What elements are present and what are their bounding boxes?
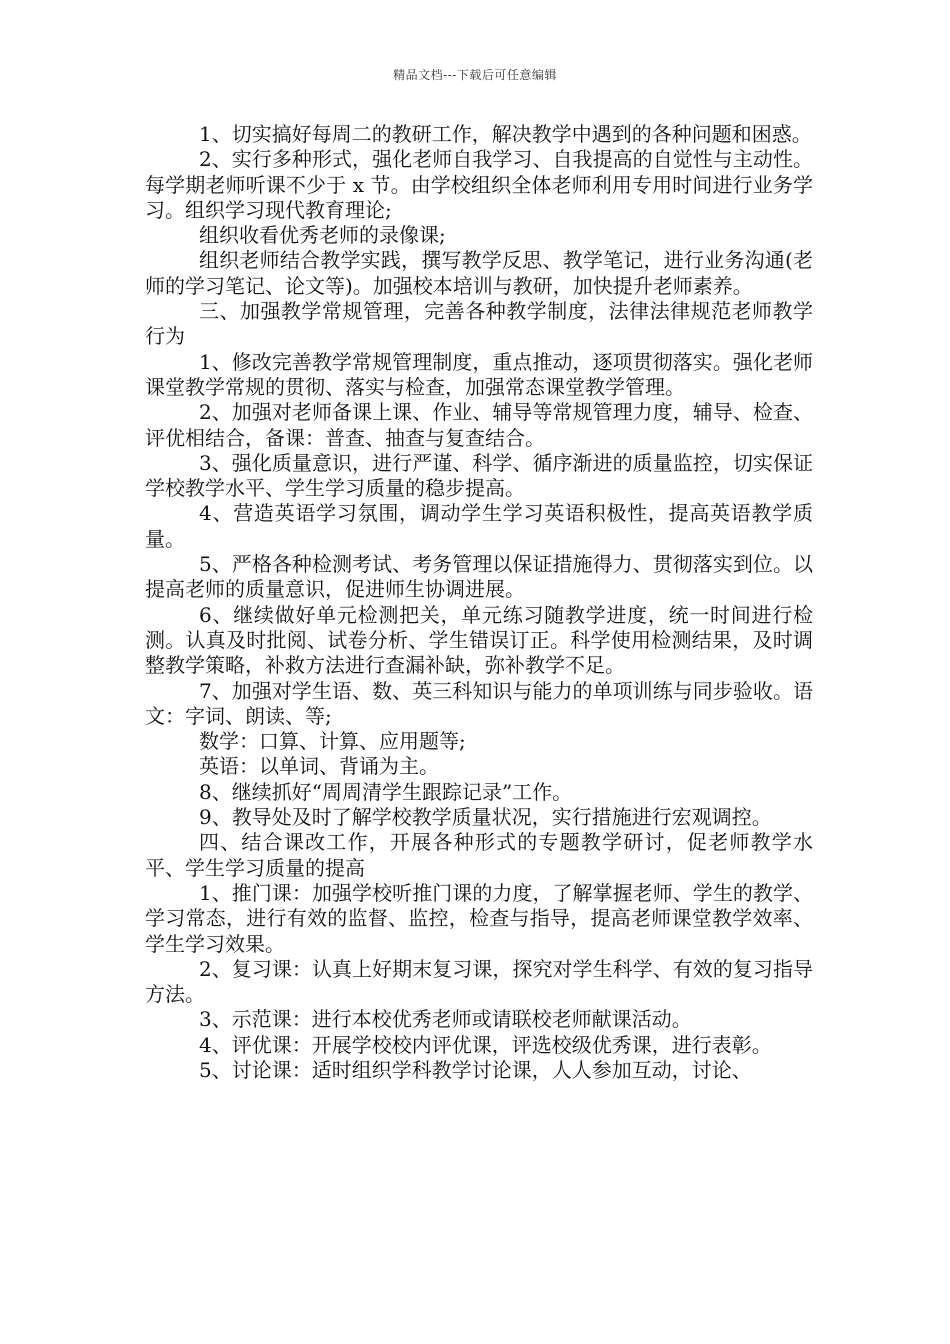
paragraph: 7、加强对学生语、数、英三科知识与能力的单项训练与同步验收。语文：字词、朗读、等; xyxy=(145,678,813,728)
paragraph: 4、营造英语学习氛围，调动学生学习英语积极性，提高英语教学质量。 xyxy=(145,501,813,551)
paragraph: 英语：以单词、背诵为主。 xyxy=(199,754,439,779)
paragraph: 8、继续抓好“周周清学生跟踪记录”工作。 xyxy=(199,779,573,804)
paragraph: 数学：口算、计算、应用题等; xyxy=(199,729,466,754)
paragraph: 9、教导处及时了解学校教学质量状况，实行措施进行宏观调控。 xyxy=(199,805,772,830)
page-header: 精品文档---下载后可任意编辑 xyxy=(393,68,557,82)
paragraph: 6、继续做好单元检测把关，单元练习随教学进度，统一时间进行检测。认真及时批阅、试卷分析、学生错误订正。科学使用检测结果，及时调整教学策略，补救方法进行查漏补缺，弥补教学不足。 xyxy=(145,602,813,678)
section-heading: 四、结合课改工作，开展各种形式的专题教学研讨，促老师教学水平、学生学习质量的提高 xyxy=(145,830,813,880)
paragraph: 4、评优课：开展学校校内评优课，评选校级优秀课，进行表彰。 xyxy=(199,1032,772,1057)
paragraph: 1、修改完善教学常规管理制度，重点推动，逐项贯彻落实。强化老师课堂教学常规的贯彻、落实与检查，加强常态课堂教学管理。 xyxy=(145,349,813,399)
paragraph: 组织收看优秀老师的录像课; xyxy=(199,223,446,248)
paragraph: 2、实行多种形式，强化老师自我学习、自我提高的自觉性与主动性。每学期老师听课不少于 x 节。由学校组织全体老师利用专用时间进行业务学习。组织学习现代教育理论; xyxy=(145,147,813,222)
paragraph: 2、复习课：认真上好期末复习课，探究对学生科学、有效的复习指导方法。 xyxy=(145,956,813,1007)
paragraph: 1、切实搞好每周二的教研工作，解决教学中遇到的各种问题和困惑。 xyxy=(199,122,812,146)
paragraph: 3、示范课：进行本校优秀老师或请联校老师献课活动。 xyxy=(199,1007,692,1032)
document-body xyxy=(145,122,813,1083)
paragraph: 2、加强对老师备课上课、作业、辅导等常规管理力度，辅导、检查、评优相结合，备课：普查、抽查与复查结合。 xyxy=(145,400,813,450)
section-heading: 三、加强教学常规管理，完善各种教学制度，法律法律规范老师教学行为 xyxy=(145,299,813,349)
paragraph: 5、严格各种检测考试、考务管理以保证措施得力、贯彻落实到位。以提高老师的质量意识，促进师生协调进展。 xyxy=(145,552,813,602)
paragraph: 组织老师结合教学实践，撰写教学反思、教学笔记，进行业务沟通(老师的学习笔记、论文等)。加强校本培训与教研，加快提升老师素养。 xyxy=(145,248,813,298)
paragraph: 5、讨论课：适时组织学科教学讨论课，人人参加互动，讨论、 xyxy=(199,1057,752,1082)
paragraph: 3、强化质量意识，进行严谨、科学、循序渐进的质量监控，切实保证学校教学水平、学生学习质量的稳步提高。 xyxy=(145,450,813,501)
paragraph: 1、推门课：加强学校听推门课的力度，了解掌握老师、学生的教学、学习常态，进行有效的监督、监控，检查与指导，提高老师课堂教学效率、学生学习效果。 xyxy=(145,880,813,956)
